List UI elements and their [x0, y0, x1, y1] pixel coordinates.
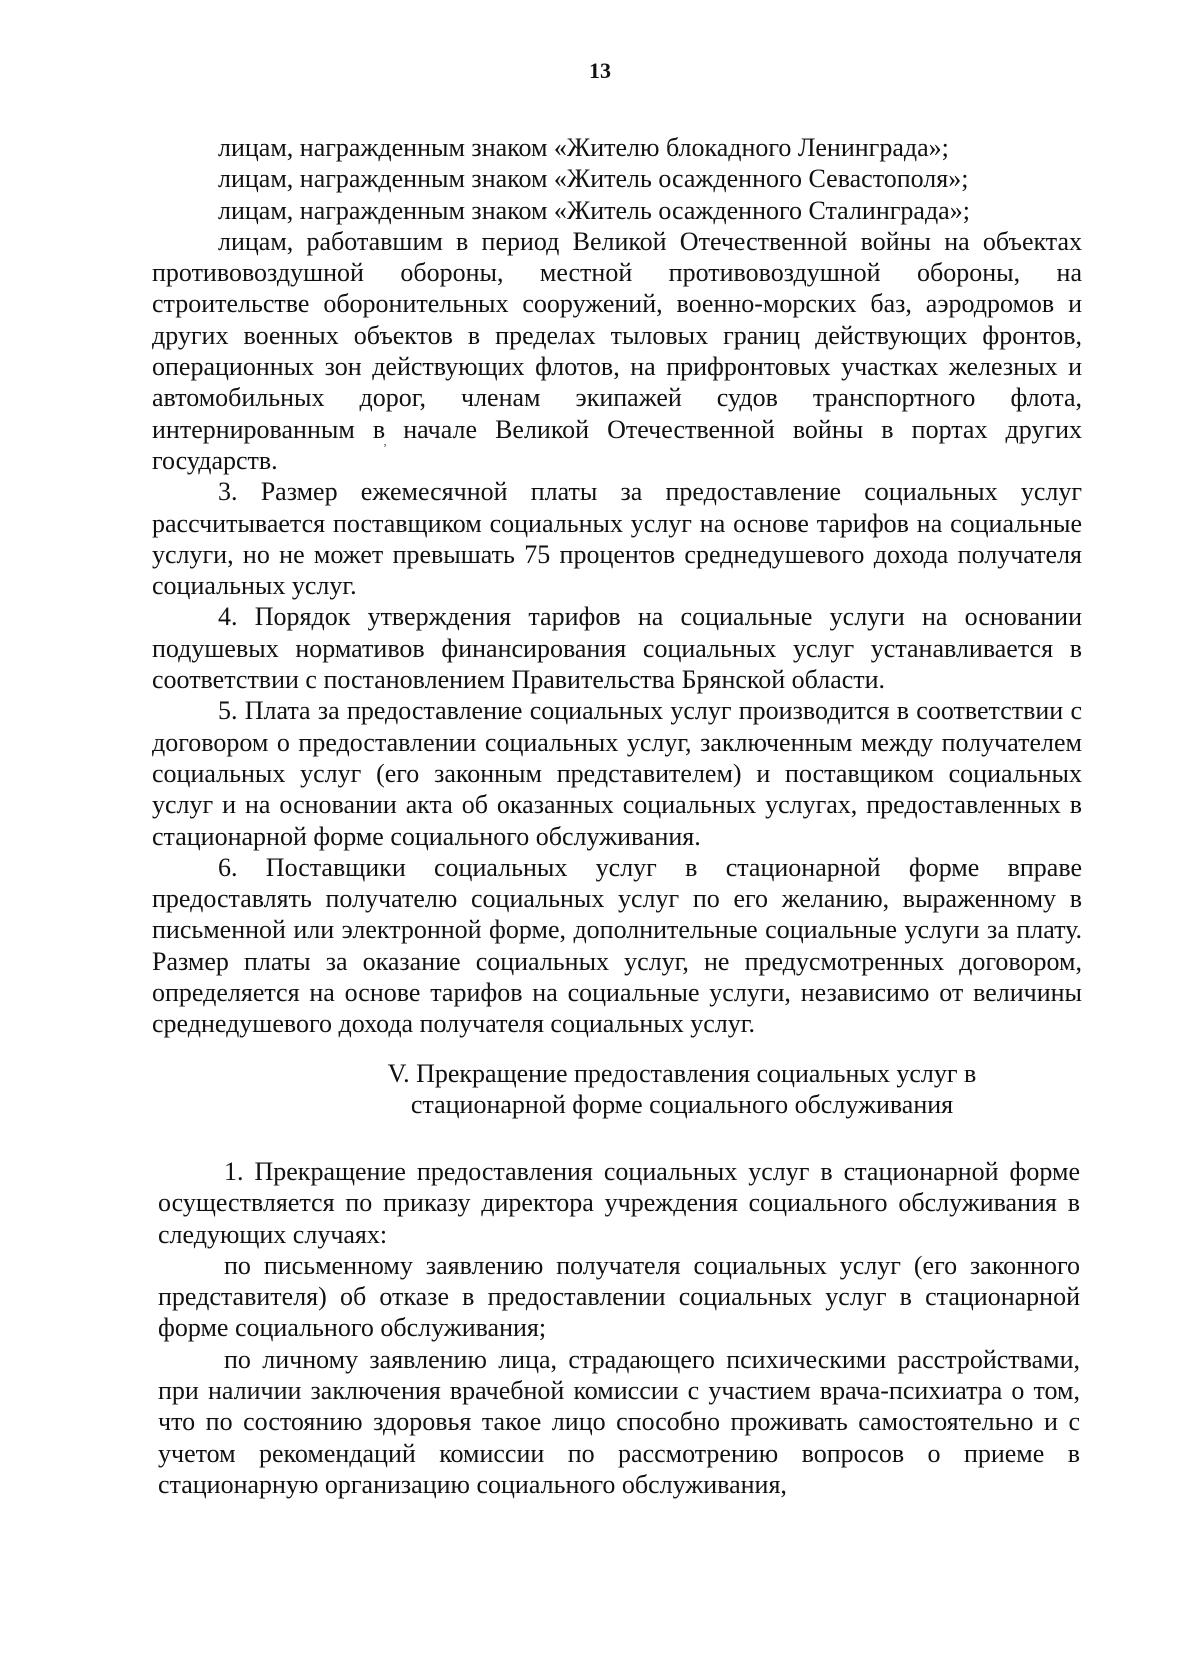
paragraph-leningrad: лицам, награжденным знаком «Жителю блокадного Ленинграда»; [218, 133, 949, 162]
section-heading [152, 1058, 1082, 1120]
bottom-text-block [158, 1156, 1080, 1500]
paragraph-item-6: 6. Поставщики социальных услуг в стационарной форме вправе предоставлять получателю социальных услуг по его желанию, выраженному в письменной или электронной форме, дополнительные социальные услуги за плату. Размер платы за оказание социальных услуг, не предусмотренных договором, определяется на основе тарифов на социальные услуги, независимо от величины среднедушевого дохода получателя социальных услуг. [152, 852, 1082, 1039]
paragraph-sevastopol: лицам, награжденным знаком «Житель осажденного Севастополя»; [218, 164, 969, 194]
paragraph-air-defense-workers: лицам, работавшим в период Великой Отечественной войны на объектах противовоздушной обороны, местной противовоздушной обороны, на строительстве оборонительных сооружений, военно-морских баз, аэродромов и других военных объектов в пределах тыловых границ действующих фронтов, операционных зон действующих флотов, на прифронтовых участках железных и автомобильных дорог, членам экипажей судов транспортного флота, интернированным в начале Великой Отечественной войны в портах других государств. [152, 226, 1082, 475]
paragraph-stalingrad: лицам, награжденным знаком «Житель осажденного Сталинграда»; [218, 195, 970, 225]
page-number: 13 [589, 58, 611, 83]
section-heading-line-2: стационарной форме социального обслуживания [410, 1090, 954, 1119]
section-heading-line-1: V. Прекращение предоставления социальных услуг в [387, 1059, 977, 1088]
scan-mark: ʼ [383, 441, 387, 455]
paragraph-personal-request: по личному заявлению лица, страдающего психическими расстройствами, при наличии заключения врачебной комиссии с участием врача-психиатра о том, что по состоянию здоровья такое лицо способно проживать самостоятельно и с учетом рекомендаций комиссии по рассмотрению вопросов о приеме в стационарную организацию социального обслуживания, [158, 1344, 1080, 1499]
paragraph-termination-1: 1. Прекращение предоставления социальных услуг в стационарной форме осуществляется по приказу директора учреждения социального обслуживания в следующих случаях: [158, 1157, 1080, 1249]
paragraph-written-request: по письменному заявлению получателя социальных услуг (его законного представителя) об отказе в предоставлении социальных услуг в стационарной форме социального обслуживания; [158, 1250, 1080, 1343]
paragraph-item-3: 3. Размер ежемесячной платы за предоставление социальных услуг рассчитывается поставщиком социальных услуг на основе тарифов на социальные услуги, но не может превышать 75 процентов среднедушевого дохода получателя социальных услуг. [152, 477, 1082, 601]
paragraph-item-4: 4. Порядок утверждения тарифов на социальные услуги на основании подушевых нормативов финансирования социальных услуг устанавливается в соответствии с постановлением Правительства Брянской области. [152, 602, 1082, 695]
top-text-block [152, 132, 1082, 1040]
paragraph-item-5: 5. Плата за предоставление социальных услуг производится в соответствии с договором о предоставлении социальных услуг, заключенным между получателем социальных услуг (его законным представителем) и поставщиком социальных услуг и на основании акта об оказанных социальных услугах, предоставленных в стационарной форме социального обслуживания. [152, 696, 1082, 851]
